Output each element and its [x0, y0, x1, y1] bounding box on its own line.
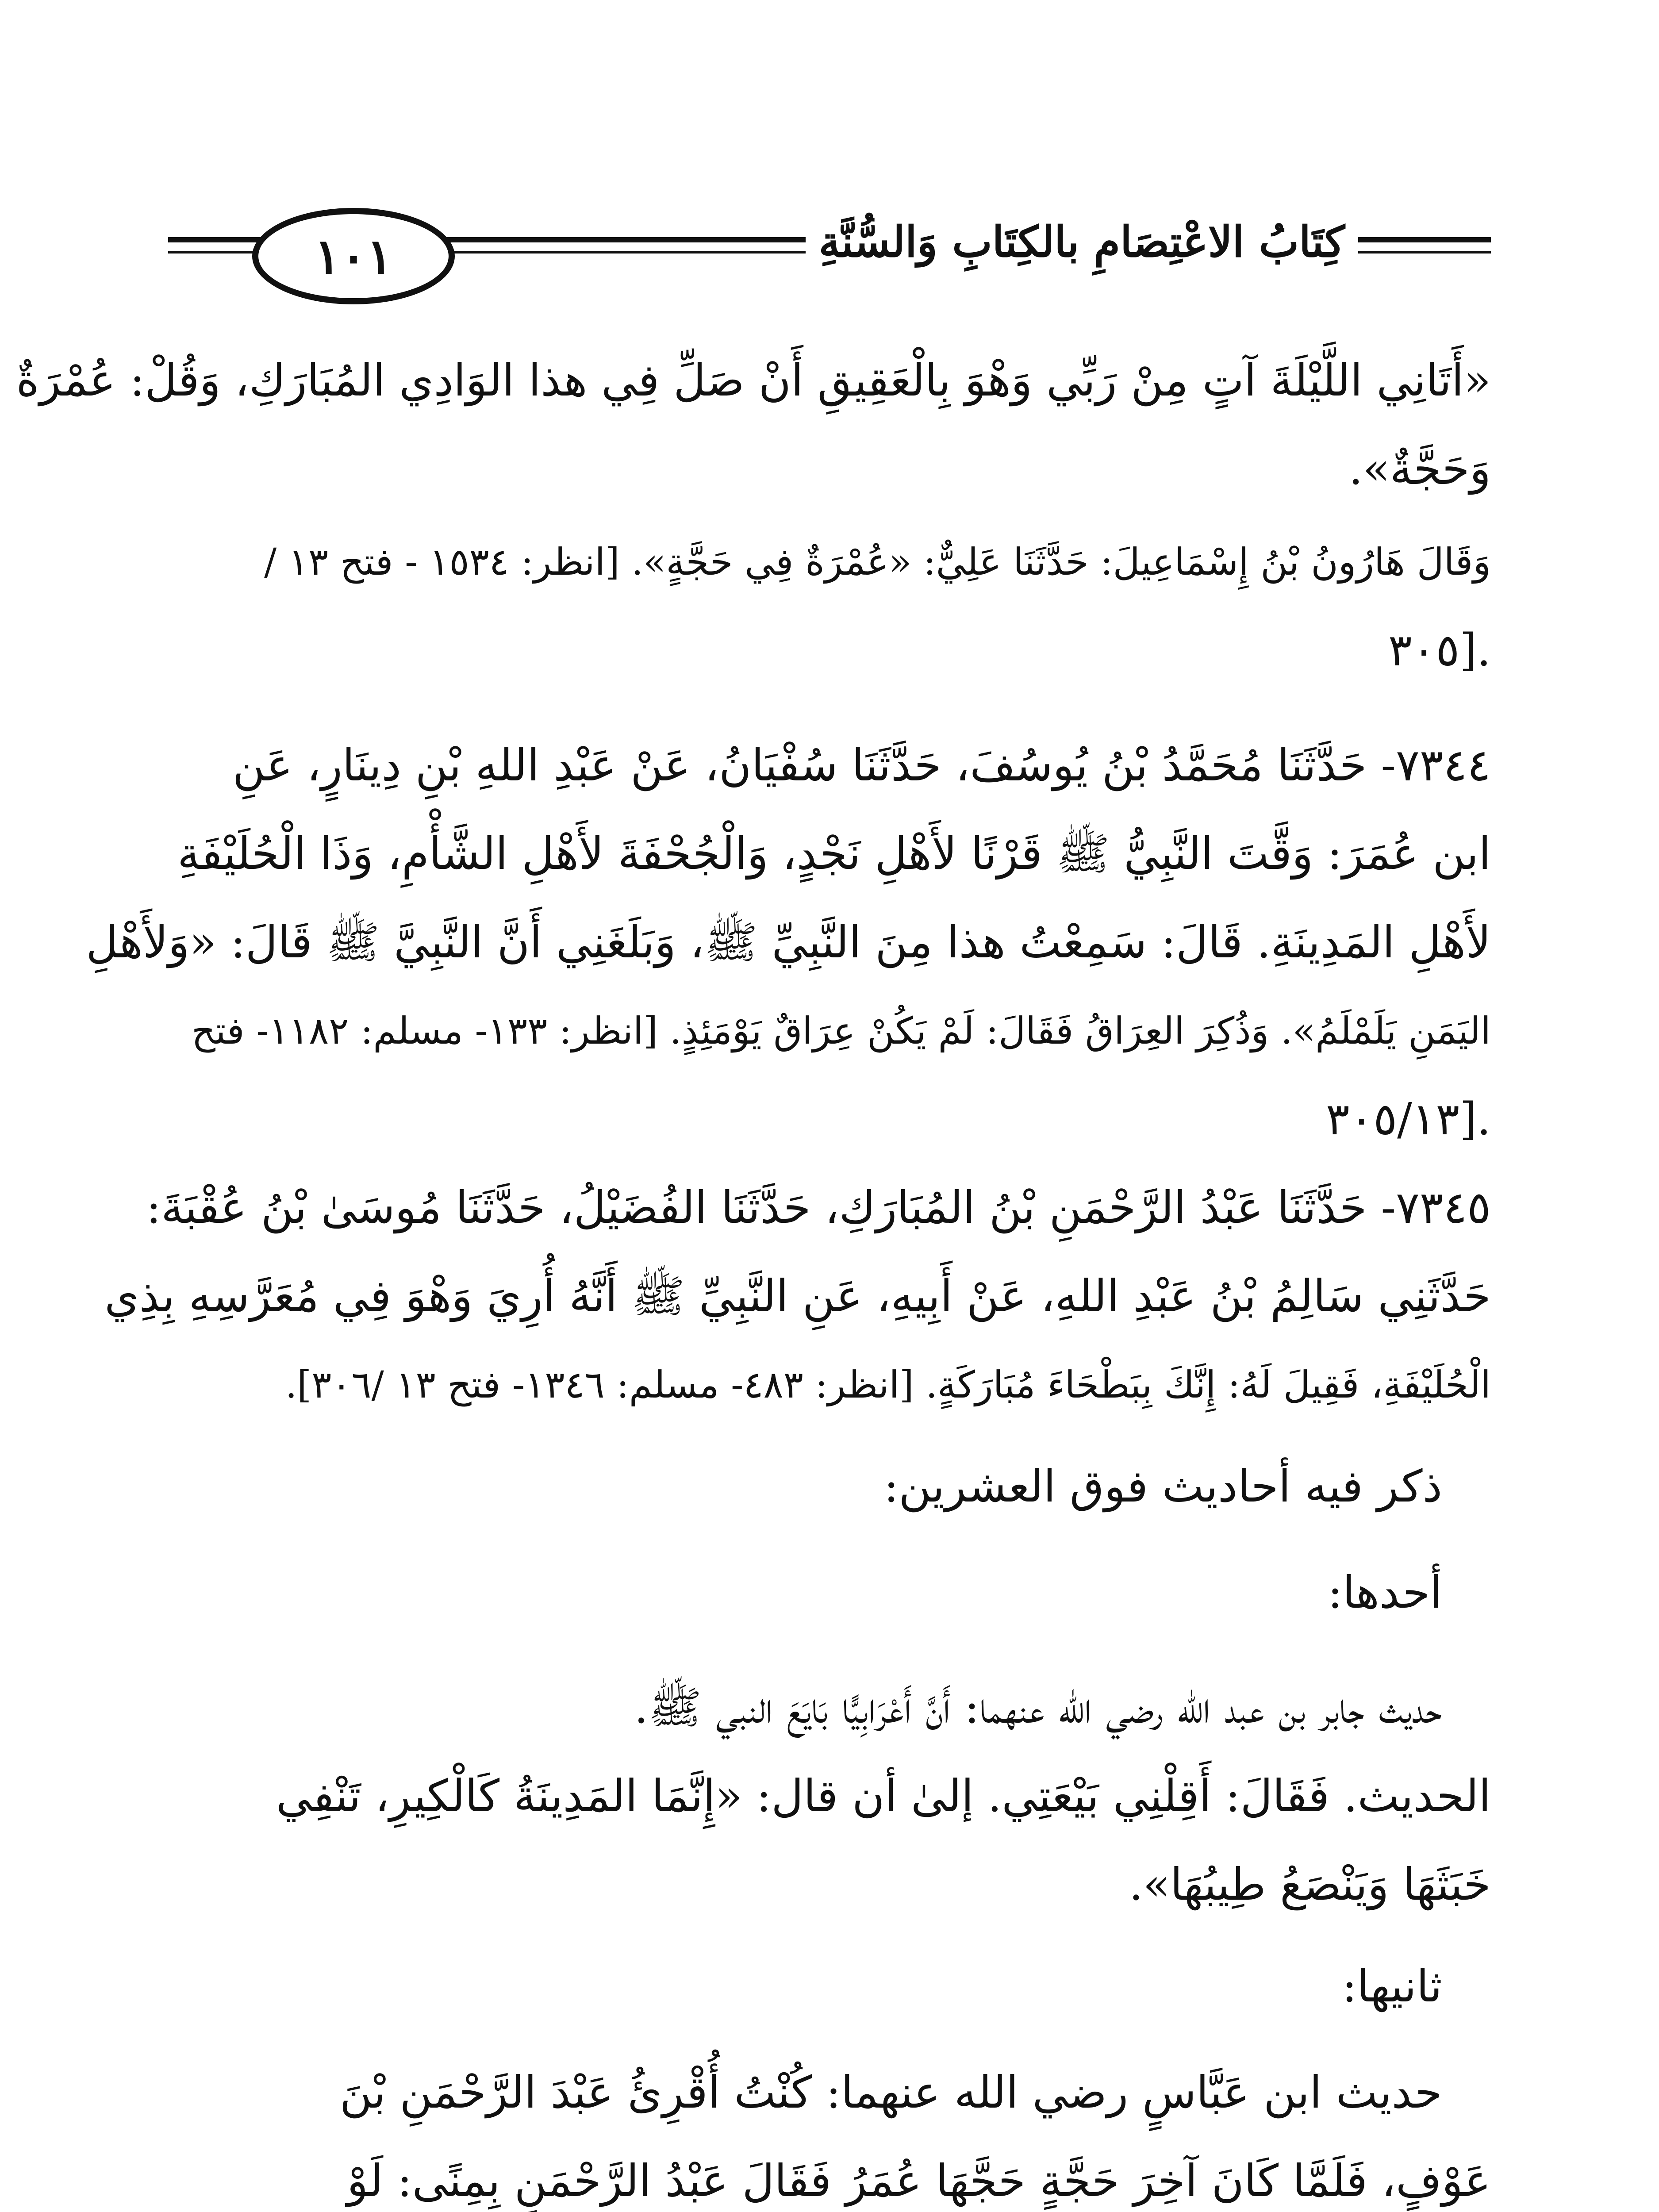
commentary-paragraph [168, 2048, 1491, 2212]
text-line: ثانيها: [1342, 1960, 1442, 2012]
page-header [168, 195, 1491, 301]
commentary-subheading [168, 1548, 1491, 1637]
hadith-text-block [16, 336, 1491, 513]
running-title: كِتَابُ الاعْتِصَامِ بالكِتَابِ وَالسُّنَّةِ [806, 217, 1358, 267]
hadith-text-block [86, 721, 1491, 1164]
text-line: الْحُلَيْفَةِ، فَقِيلَ لَهُ: إِنَّكَ بِبَطْحَاءَ مُبَارَكَةٍ. [انظر: ٤٨٣- مسلم: ١٣٤٦- فتح ١٣ /٣٠٦]. [285, 1363, 1491, 1406]
text-line: ٧٣٤٤- حَدَّثَنَا مُحَمَّدُ بْنُ يُوسُفَ، حَدَّثَنَا سُفْيَانُ، عَنْ عَبْدِ اللهِ بْنِ دِينَارٍ، عَنِ [232, 739, 1491, 791]
text-line: الحديث. فَقَالَ: أَقِلْنِي بَيْعَتِي. إلىٰ أن قال: «إِنَّمَا المَدِينَةُ كَالْكِيرِ، تَنْفِي [276, 1770, 1491, 1822]
text-line: .[٣٠٥/١٣ [1325, 1093, 1491, 1145]
text-line: وَقَالَ هَارُونُ بْنُ إِسْمَاعِيلَ: حَدَّثَنَا عَلِيٌّ: «عُمْرَةٌ فِي حَجَّةٍ». [انظر: ١٥٣٤ - فتح ١٣ / [264, 540, 1491, 584]
text-line: حديث جابر بن عبد الله رضي الله عنهما: أَنَّ أَعْرَابِيًّا بَايَعَ النبي ﷺ. [634, 1682, 1442, 1733]
page-number: ١٠١ [252, 208, 455, 304]
text-line: وَحَجَّةٌ». [1348, 443, 1491, 495]
text-line: خَبَثَهَا وَيَنْصَعُ طِيبُهَا». [1129, 1859, 1491, 1910]
text-line: حَدَّثَنِي سَالِمُ بْنُ عَبْدِ اللهِ، عَنْ أَبِيهِ، عَنِ النَّبِيِّ ﷺ أَنَّهُ أُرِيَ وَهْوَ فِي مُعَرَّسِهِ بِذِي [104, 1270, 1491, 1322]
text-line: ذكر فيه أحاديث فوق العشرين: [883, 1460, 1442, 1512]
text-line: أحدها: [1328, 1567, 1442, 1618]
text-line: .[٣٠٥ [1388, 624, 1491, 676]
text-line: «أَتَانِي اللَّيْلَةَ آتٍ مِنْ رَبِّي وَهْوَ بِالْعَقِيقِ أَنْ صَلِّ فِي هذا الوَادِي المُبَارَكِ، وَقُلْ: عُمْرَةٌ [16, 354, 1491, 406]
text-line: عَوْفٍ، فَلَمَّا كَانَ آخِرَ حَجَّةٍ حَجَّهَا عُمَرُ فَقَالَ عَبْدُ الرَّحْمَنِ بِمِنًى: لَوْ [347, 2155, 1491, 2207]
commentary-paragraph [168, 1663, 1491, 1929]
commentary-subheading [168, 1942, 1491, 2031]
commentary-heading [168, 1442, 1491, 1531]
text-line: اليَمَنِ يَلَمْلَمُ». وَذُكِرَ العِرَاقُ فَقَالَ: لَمْ يَكُنْ عِرَاقٌ يَوْمَئِذٍ. [انظر: ١٣٣- مسلم: ١١٨٢- فتح [191, 1009, 1491, 1052]
text-line: ابن عُمَرَ: وَقَّتَ النَّبِيُّ ﷺ قَرْنًا لأَهْلِ نَجْدٍ، وَالْجُحْفَةَ لأَهْلِ الشَّأْمِ، وَذَا الْحُلَيْفَةِ [177, 828, 1491, 879]
hadith-text-block [168, 518, 1491, 695]
hadith-text-block [104, 1164, 1491, 1429]
text-line: لأَهْلِ المَدِينَةِ. قَالَ: سَمِعْتُ هذا مِنَ النَّبِيِّ ﷺ، وَبَلَغَنِي أَنَّ النَّبِيَّ ﷺ قَالَ: «وَلأَهْلِ [86, 916, 1491, 968]
text-line: حديث ابن عَبَّاسٍ رضي الله عنهما: كُنْتُ أُقْرِئُ عَبْدَ الرَّحْمَنِ بْنَ [339, 2066, 1442, 2118]
text-line: ٧٣٤٥- حَدَّثَنَا عَبْدُ الرَّحْمَنِ بْنُ المُبَارَكِ، حَدَّثَنَا الفُضَيْلُ، حَدَّثَنَا مُوسَىٰ بْنُ عُقْبَةَ: [146, 1182, 1491, 1233]
